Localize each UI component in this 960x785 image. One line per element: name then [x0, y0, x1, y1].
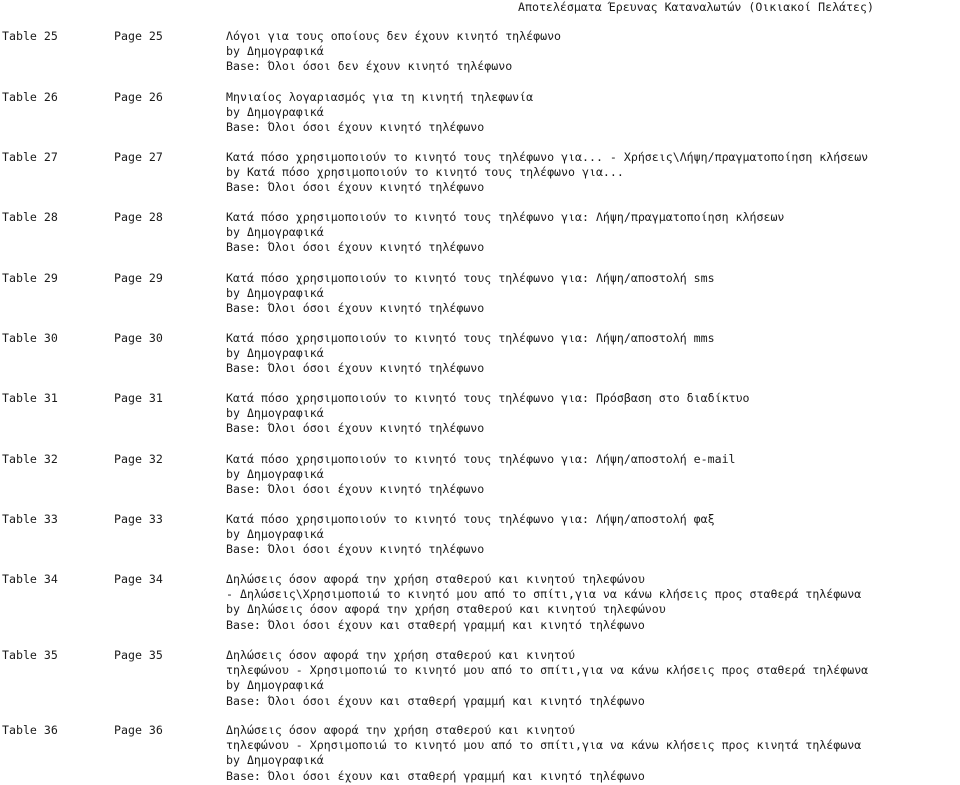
entry-by: by Δημογραφικά	[226, 285, 324, 300]
entry-base: Base: Όλοι όσοι έχουν κινητό τηλέφωνο	[226, 300, 485, 315]
entry-subtitle: τηλεφώνου - Χρησιμοποιώ το κινητό μου από το σπίτι,για να κάνω κλήσεις προς σταθερά τηλέφωνα	[226, 663, 869, 678]
entry-title: Δηλώσεις όσον αφορά την χρήση σταθερού και κινητού	[226, 723, 576, 737]
page-number: Page 29	[114, 270, 163, 285]
entry-description	[226, 452, 736, 498]
entry-title: Κατά πόσο χρησιμοποιούν το κινητό τους τηλέφωνο για: Λήψη/αποστολή φαξ	[226, 512, 715, 526]
page-number: Page 33	[114, 512, 163, 526]
page-number: Page 30	[114, 331, 163, 345]
entry-description	[226, 90, 533, 136]
entry-by: by Δημογραφικά	[226, 527, 324, 542]
entry-by: by Κατά πόσο χρησιμοποιούν το κινητό τους τηλέφωνο για...	[226, 165, 624, 180]
entry-base: Base: Όλοι όσοι έχουν και σταθερή γραμμή και κινητό τηλέφωνο	[226, 693, 645, 708]
table-number: Table 35	[2, 648, 58, 662]
page-number: Page 28	[114, 210, 163, 224]
entry-title: Μηνιαίος λογαριασμός για τη κινητή τηλεφωνία	[226, 89, 534, 104]
table-number: Table 32	[2, 451, 58, 466]
entry-by: by Δημογραφικά	[226, 753, 324, 768]
entry-base: Base: Όλοι όσοι έχουν κινητό τηλέφωνο	[226, 240, 485, 255]
entry-title: Κατά πόσο χρησιμοποιούν το κινητό τους τηλέφωνο για: Λήψη/πραγματοποίηση κλήσεων	[226, 210, 785, 224]
table-number: Table 36	[2, 723, 58, 737]
entry-base: Base: Όλοι όσοι έχουν κινητό τηλέφωνο	[226, 119, 485, 134]
page-number: Page 34	[114, 572, 163, 586]
page-number: Page 27	[114, 150, 163, 164]
table-number: Table 28	[2, 210, 58, 224]
entry-subtitle: τηλεφώνου - Χρησιμοποιώ το κινητό μου από το σπίτι,για να κάνω κλήσεις προς κινητά τηλέφωνα	[226, 738, 862, 753]
entry-base: Base: Όλοι όσοι έχουν κινητό τηλέφωνο	[226, 361, 485, 376]
table-number: Table 27	[2, 150, 58, 164]
entry-description	[226, 391, 750, 437]
entry-description	[226, 331, 715, 377]
entry-base: Base: Όλοι όσοι έχουν και σταθερή γραμμή και κινητό τηλέφωνο	[226, 768, 645, 783]
page-number: Page 32	[114, 451, 163, 466]
entry-base: Base: Όλοι όσοι έχουν κινητό τηλέφωνο	[226, 421, 485, 436]
entry-description	[226, 572, 861, 633]
table-number: Table 25	[2, 29, 58, 43]
entry-base: Base: Όλοι όσοι έχουν και σταθερή γραμμή και κινητό τηλέφωνο	[226, 617, 645, 632]
entry-description	[226, 723, 861, 784]
table-number: Table 33	[2, 512, 58, 526]
entry-title: Λόγοι για τους οποίους δεν έχουν κινητό τηλέφωνο	[226, 29, 562, 43]
entry-by: by Δημογραφικά	[226, 466, 324, 481]
entry-by: by Δημογραφικά	[226, 225, 324, 240]
entry-title: Κατά πόσο χρησιμοποιούν το κινητό τους τηλέφωνο για... - Χρήσεις\Λήψη/πραγματοποίηση κλήσεων	[226, 150, 869, 164]
entry-by: by Δημογραφικά	[226, 346, 324, 361]
entry-by: by Δηλώσεις όσον αφορά την χρήση σταθερού και κινητού τηλεφώνου	[226, 602, 666, 617]
entry-title: Κατά πόσο χρησιμοποιούν το κινητό τους τηλέφωνο για: Λήψη/αποστολή e-mail	[226, 451, 736, 466]
page-number: Page 36	[114, 723, 163, 737]
page-number: Page 25	[114, 29, 163, 43]
entry-description	[226, 29, 561, 75]
table-number: Table 34	[2, 572, 58, 586]
table-number: Table 29	[2, 270, 58, 285]
entry-base: Base: Όλοι όσοι έχουν κινητό τηλέφωνο	[226, 542, 485, 557]
entry-description	[226, 210, 784, 256]
entry-title: Δηλώσεις όσον αφορά την χρήση σταθερού και κινητού	[226, 648, 576, 662]
entry-base: Base: Όλοι όσοι δεν έχουν κινητό τηλέφωνο	[226, 59, 513, 74]
entry-description	[226, 512, 715, 558]
entry-title: Κατά πόσο χρησιμοποιούν το κινητό τους τηλέφωνο για: Πρόσβαση στο διαδίκτυο	[226, 391, 750, 405]
entry-by: by Δημογραφικά	[226, 104, 324, 119]
entry-title: Κατά πόσο χρησιμοποιούν το κινητό τους τηλέφωνο για: Λήψη/αποστολή mms	[226, 331, 715, 345]
entry-title: Κατά πόσο χρησιμοποιούν το κινητό τους τηλέφωνο για: Λήψη/αποστολή sms	[226, 270, 715, 285]
table-number: Table 31	[2, 391, 58, 405]
page-number: Page 31	[114, 391, 163, 405]
table-number: Table 30	[2, 331, 58, 345]
entry-description	[226, 271, 715, 317]
entry-subtitle: - Δηλώσεις\Χρησιμοποιώ το κινητό μου από το σπίτι,για να κάνω κλήσεις προς σταθερά τηλέφωνα	[226, 587, 862, 602]
entry-title: Δηλώσεις όσον αφορά την χρήση σταθερού και κινητού τηλεφώνου	[226, 572, 645, 586]
entry-by: by Δημογραφικά	[226, 44, 324, 59]
entry-base: Base: Όλοι όσοι έχουν κινητό τηλέφωνο	[226, 481, 485, 496]
entry-description	[226, 150, 868, 196]
page-number: Page 26	[114, 89, 163, 104]
entry-base: Base: Όλοι όσοι έχουν κινητό τηλέφωνο	[226, 180, 485, 195]
entry-by: by Δημογραφικά	[226, 406, 324, 421]
page-number: Page 35	[114, 648, 163, 662]
table-number: Table 26	[2, 89, 58, 104]
entry-description	[226, 648, 868, 709]
entry-by: by Δημογραφικά	[226, 678, 324, 693]
report-header: Αποτελέσματα Έρευνας Καταναλωτών (Οικιακοί Πελάτες)	[518, 0, 874, 14]
